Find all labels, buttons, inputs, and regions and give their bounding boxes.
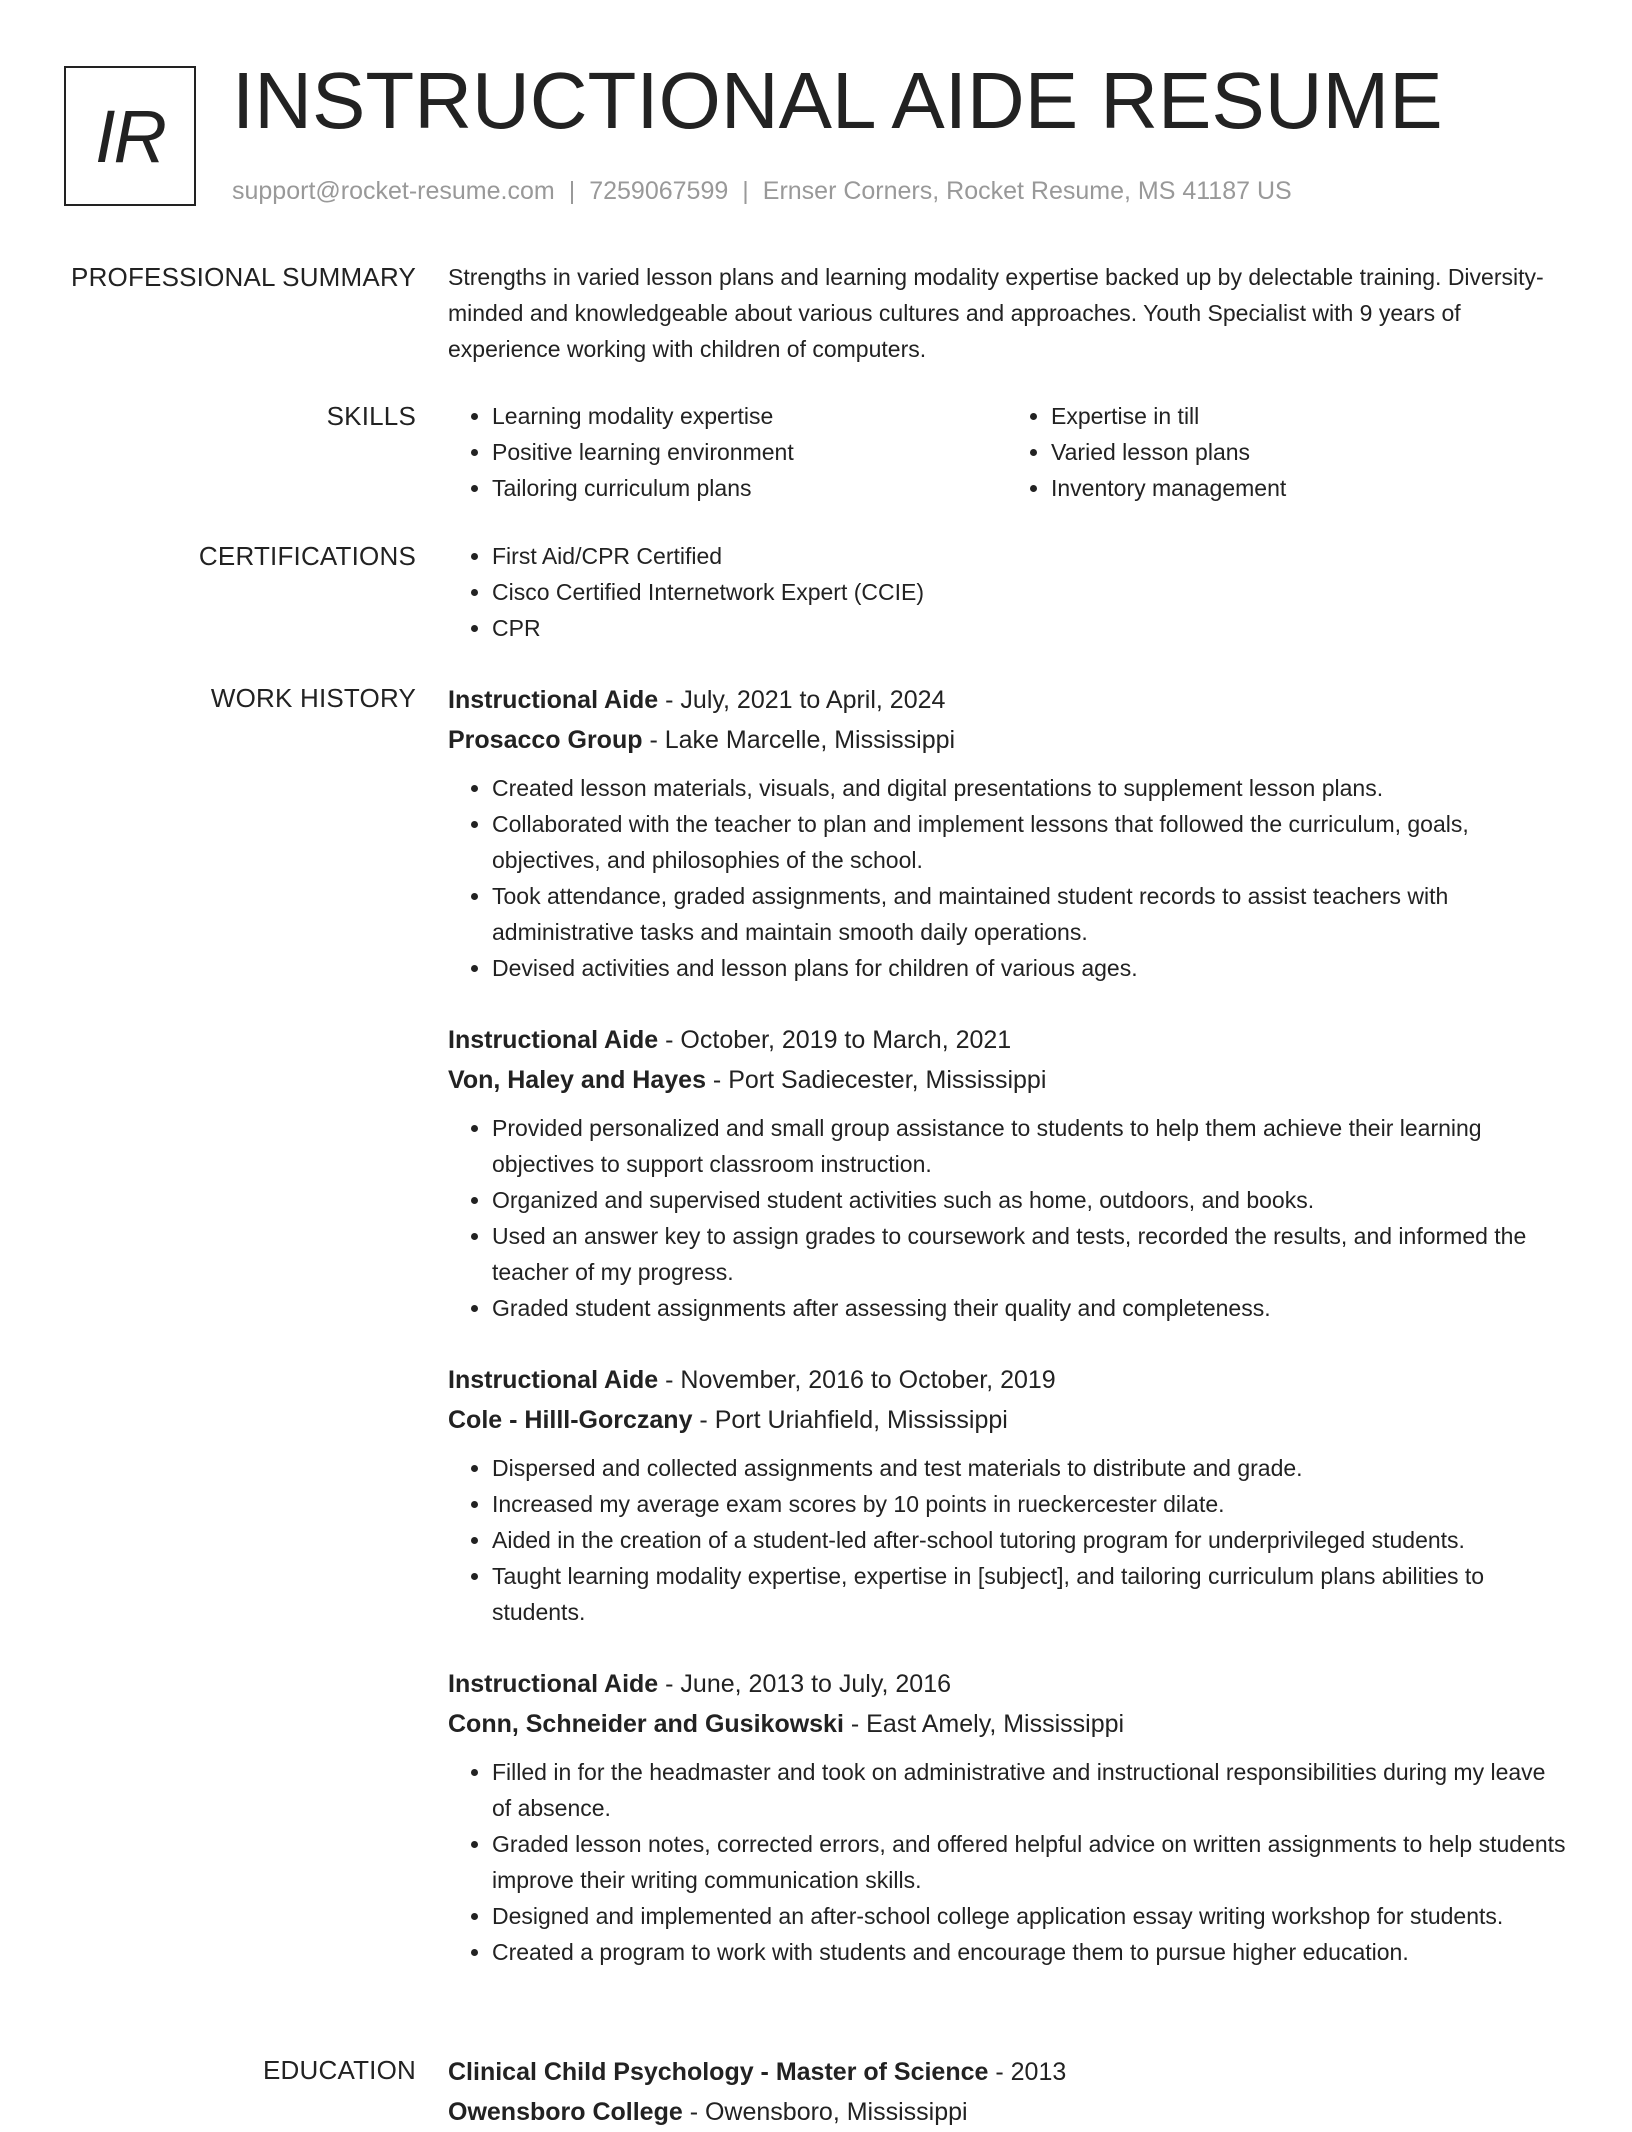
- skill-item: • Tailoring curriculum plans: [492, 470, 1007, 506]
- certification-item: • First Aid/CPR Certified: [492, 538, 1566, 574]
- job-dates: - July, 2021 to April, 2024: [658, 686, 946, 714]
- job-entry: [448, 680, 1566, 986]
- job-company-line: [448, 720, 1566, 760]
- job-title-line: [448, 1664, 1566, 1704]
- job-bullets: [448, 770, 1566, 986]
- certifications-label: CERTIFICATIONS: [198, 541, 416, 571]
- job-title: Instructional Aide: [448, 1026, 659, 1054]
- contact-address: Ernser Corners, Rocket Resume, MS 41187 US: [762, 177, 1292, 205]
- job-dates: - November, 2016 to October, 2019: [658, 1366, 1056, 1394]
- skills-label: SKILLS: [326, 401, 416, 431]
- job-company: Von, Haley and Hayes: [448, 1066, 706, 1094]
- education-label: EDUCATION: [263, 2055, 416, 2085]
- job-dates: - June, 2013 to July, 2016: [658, 1670, 952, 1698]
- job-title-line: [448, 1020, 1566, 1060]
- job-title: Instructional Aide: [448, 1366, 659, 1394]
- job-company: Conn, Schneider and Gusikowski: [448, 1710, 844, 1738]
- education-school: Owensboro College: [448, 2098, 683, 2126]
- job-bullets: [448, 1450, 1566, 1630]
- job-bullet: • Graded lesson notes, corrected errors, and offered helpful advice on written assignments to help students improve their writing communication skills.: [492, 1826, 1566, 1898]
- job-bullet: • Took attendance, graded assignments, and maintained student records to assist teachers with administrative tasks and maintain smooth daily operations.: [492, 878, 1566, 950]
- job-location: - Lake Marcelle, Mississippi: [642, 726, 956, 754]
- job-company: Prosacco Group: [448, 726, 643, 754]
- job-title: Instructional Aide: [448, 1670, 659, 1698]
- work-history-label: WORK HISTORY: [210, 683, 416, 713]
- contact-separator: |: [742, 177, 749, 205]
- education-degree: Clinical Child Psychology - Master of Science: [448, 2058, 989, 2086]
- contact-separator: |: [568, 177, 576, 205]
- skills-column-1: [448, 398, 1007, 506]
- job-bullet: • Taught learning modality expertise, expertise in [subject], and tailoring curriculum plans abilities to students.: [492, 1558, 1566, 1630]
- job-bullets: [448, 1110, 1566, 1326]
- skills-body: [448, 398, 1566, 506]
- job-location: - East Amely, Mississippi: [843, 1710, 1125, 1738]
- skill-item: • Learning modality expertise: [492, 398, 1007, 434]
- contact-line: [232, 176, 1292, 206]
- summary-text: Strengths in varied lesson plans and learning modality expertise backed up by delectable training. Diversity-minded and knowledgeable about various cultures and approaches. Youth Specialist with 9 years of experience working with children of computers.: [448, 264, 1544, 362]
- education-school-line: [448, 2092, 1566, 2132]
- education-year: - 2013: [988, 2058, 1067, 2086]
- certification-item: • CPR: [492, 610, 1566, 646]
- job-bullet: • Provided personalized and small group assistance to students to help them achieve their learning objectives to support classroom instruction.: [492, 1110, 1566, 1182]
- job-bullet: • Collaborated with the teacher to plan and implement lessons that followed the curriculum, goals, objectives, and philosophies of the school.: [492, 806, 1566, 878]
- work-history-body: [448, 680, 1566, 2004]
- certification-item: • Cisco Certified Internetwork Expert (CCIE): [492, 574, 1566, 610]
- contact-email[interactable]: support@rocket-resume.com: [232, 177, 555, 205]
- job-bullet: • Devised activities and lesson plans for children of various ages.: [492, 950, 1566, 986]
- education-body: [448, 2052, 1566, 2132]
- job-bullet: • Increased my average exam scores by 10 points in rueckercester dilate.: [492, 1486, 1566, 1522]
- education-degree-line: [448, 2052, 1566, 2092]
- job-bullet: • Created lesson materials, visuals, and digital presentations to supplement lesson plans.: [492, 770, 1566, 806]
- job-company-line: [448, 1060, 1566, 1100]
- skill-item: • Inventory management: [1051, 470, 1566, 506]
- job-bullet: • Designed and implemented an after-school college application essay writing workshop for students.: [492, 1898, 1566, 1934]
- summary-body: [448, 259, 1566, 367]
- job-entry: [448, 1360, 1566, 1630]
- job-bullet: • Graded student assignments after assessing their quality and completeness.: [492, 1290, 1566, 1326]
- summary-label: PROFESSIONAL SUMMARY: [71, 262, 416, 292]
- job-location: - Port Uriahfield, Mississippi: [692, 1406, 1008, 1434]
- job-bullet: • Used an answer key to assign grades to coursework and tests, recorded the results, and informed the teacher of my progress.: [492, 1218, 1566, 1290]
- job-entry: [448, 1664, 1566, 1970]
- page-title: INSTRUCTIONAL AIDE RESUME: [232, 56, 1443, 145]
- job-location: - Port Sadiecester, Mississippi: [705, 1066, 1047, 1094]
- job-title-line: [448, 1360, 1566, 1400]
- job-company-line: [448, 1704, 1566, 1744]
- job-bullet: • Created a program to work with students and encourage them to pursue higher education.: [492, 1934, 1566, 1970]
- monogram-logo: IR: [64, 66, 196, 206]
- job-title: Instructional Aide: [448, 686, 659, 714]
- job-title-line: [448, 680, 1566, 720]
- skill-item: • Varied lesson plans: [1051, 434, 1566, 470]
- job-entry: [448, 1020, 1566, 1326]
- job-company: Cole - Hilll-Gorczany: [448, 1406, 693, 1434]
- job-bullet: • Dispersed and collected assignments and test materials to distribute and grade.: [492, 1450, 1566, 1486]
- certifications-body: [448, 538, 1566, 646]
- job-bullets: [448, 1754, 1566, 1970]
- job-company-line: [448, 1400, 1566, 1440]
- job-bullet: • Organized and supervised student activities such as home, outdoors, and books.: [492, 1182, 1566, 1218]
- skill-item: • Expertise in till: [1051, 398, 1566, 434]
- skill-item: • Positive learning environment: [492, 434, 1007, 470]
- contact-phone[interactable]: 7259067599: [589, 177, 729, 205]
- job-dates: - October, 2019 to March, 2021: [658, 1026, 1012, 1054]
- job-bullet: • Filled in for the headmaster and took on administrative and instructional responsibilities during my leave of absence.: [492, 1754, 1566, 1826]
- education-location: - Owensboro, Mississippi: [682, 2098, 968, 2126]
- skills-column-2: [1007, 398, 1566, 506]
- job-bullet: • Aided in the creation of a student-led after-school tutoring program for underprivileged students.: [492, 1522, 1566, 1558]
